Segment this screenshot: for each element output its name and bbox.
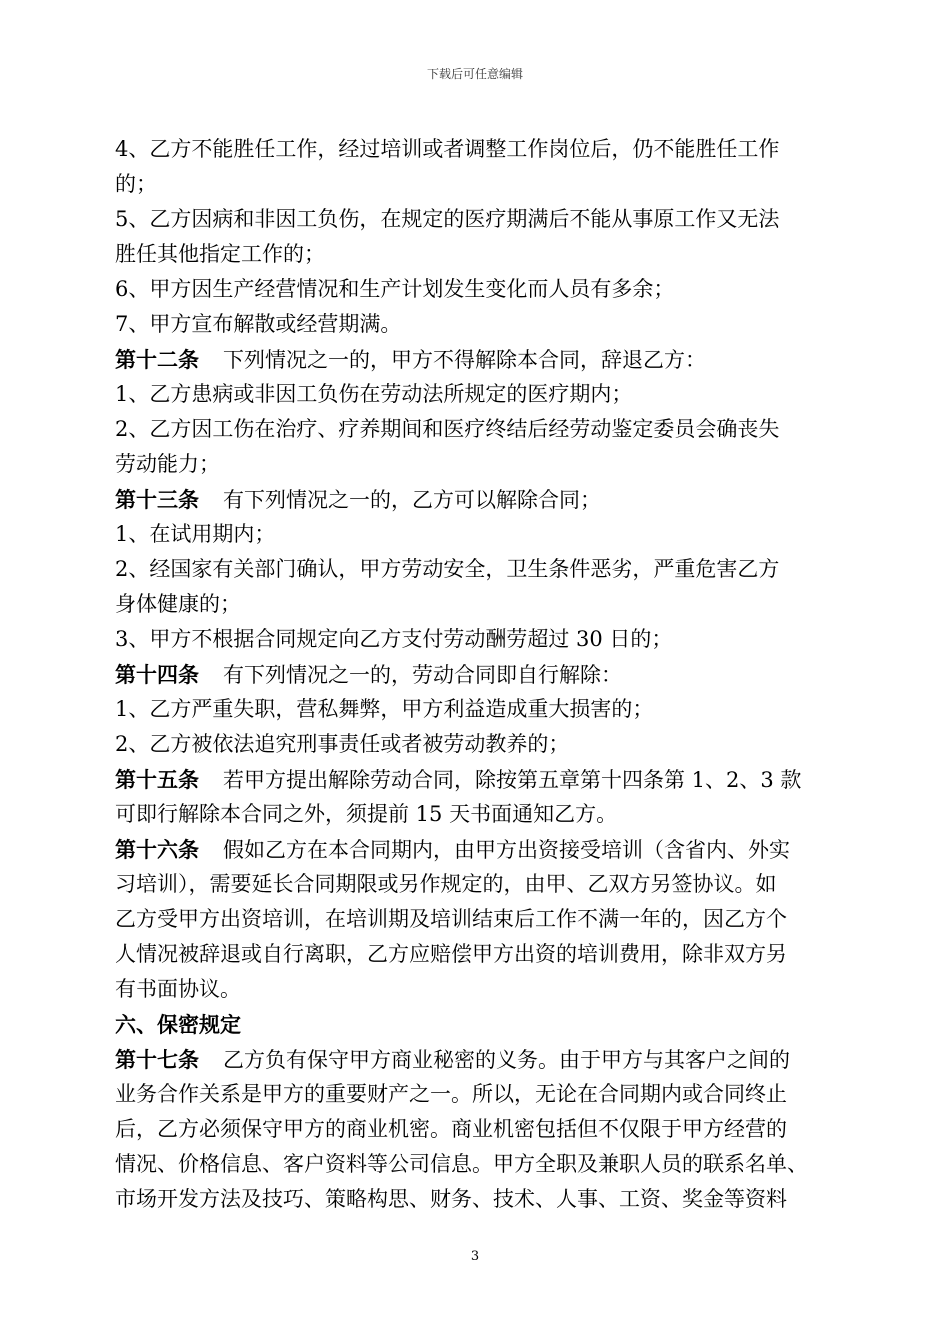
document-line	[115, 1007, 837, 1042]
line-text: 1、乙方患病或非因工负伤在劳动法所规定的医疗期内；	[115, 382, 633, 406]
line-text: 7、甲方宣布解散或经营期满。	[115, 312, 402, 336]
page-header: 下载后可任意编辑	[426, 67, 523, 81]
document-line	[115, 727, 837, 762]
line-text: 2、经国家有关部门确认，甲方劳动安全，卫生条件恶劣，严重危害乙方	[115, 557, 780, 581]
document-line	[115, 622, 837, 657]
article-heading: 第十六条	[115, 837, 199, 862]
line-text: 1、在试用期内；	[115, 522, 276, 546]
document-line	[115, 902, 837, 937]
line-text: 2、乙方因工伤在治疗、疗养期间和医疗终结后经劳动鉴定委员会确丧失	[115, 417, 780, 441]
document-line	[115, 1147, 837, 1182]
document-line	[115, 657, 837, 692]
document-line	[115, 552, 837, 587]
line-text: 业务合作关系是甲方的重要财产之一。所以，无论在合同期内或合同终止	[115, 1082, 787, 1106]
line-text: 6、甲方因生产经营情况和生产计划发生变化而人员有多余；	[115, 277, 675, 301]
document-line	[115, 307, 837, 342]
line-text: 有下列情况之一的，劳动合同即自行解除：	[223, 663, 622, 687]
document-line	[115, 132, 837, 167]
document-line	[115, 587, 837, 622]
document-line	[115, 797, 837, 832]
line-text: 劳动能力；	[115, 452, 220, 476]
line-text: 有下列情况之一的，乙方可以解除合同；	[223, 488, 601, 512]
line-text: 的；	[115, 172, 157, 196]
line-text: 3、甲方不根据合同规定向乙方支付劳动酬劳超过 30 日的；	[115, 627, 673, 651]
line-text: 情况、价格信息、客户资料等公司信息。甲方全职及兼职人员的联系名单、	[115, 1152, 808, 1176]
article-heading: 第十四条	[115, 662, 199, 687]
document-line	[115, 272, 837, 307]
article-heading: 第十七条	[115, 1047, 199, 1072]
document-line	[115, 1077, 837, 1112]
document-line	[115, 412, 837, 447]
document-line	[115, 832, 837, 867]
line-text: 后，乙方必须保守甲方的商业机密。商业机密包括但不仅限于甲方经营的	[115, 1117, 787, 1141]
document-line	[115, 692, 837, 727]
article-heading: 第十二条	[115, 347, 199, 372]
document-line	[115, 1112, 837, 1147]
line-text: 4、乙方不能胜任工作，经过培训或者调整工作岗位后，仍不能胜任工作	[115, 137, 780, 161]
line-text: 人情况被辞退或自行离职，乙方应赔偿甲方出资的培训费用，除非双方另	[115, 942, 787, 966]
line-text: 下列情况之一的，甲方不得解除本合同，辞退乙方：	[223, 348, 706, 372]
article-heading: 第十三条	[115, 487, 199, 512]
document-line	[115, 1182, 837, 1217]
line-text: 身体健康的；	[115, 592, 241, 616]
document-line	[115, 447, 837, 482]
document-body	[115, 132, 837, 1217]
line-text: 有书面协议。	[115, 977, 241, 1001]
document-line	[115, 342, 837, 377]
line-text: 5、乙方因病和非因工负伤，在规定的医疗期满后不能从事原工作又无法	[115, 207, 780, 231]
line-text: 1、乙方严重失职，营私舞弊，甲方利益造成重大损害的；	[115, 697, 654, 721]
document-line	[115, 972, 837, 1007]
document-line	[115, 517, 837, 552]
line-text: 习培训），需要延长合同期限或另作规定的，由甲、乙双方另签协议。如	[115, 872, 777, 896]
document-line	[115, 377, 837, 412]
article-heading: 六、保密规定	[115, 1012, 241, 1037]
line-text: 市场开发方法及技巧、策略构思、财务、技术、人事、工资、奖金等资料	[115, 1187, 787, 1211]
line-text: 假如乙方在本合同期内，由甲方出资接受培训（含省内、外实	[223, 838, 790, 862]
document-line	[115, 937, 837, 972]
document-line	[115, 237, 837, 272]
line-text: 乙方受甲方出资培训，在培训期及培训结束后工作不满一年的，因乙方个	[115, 907, 787, 931]
page-number: 3	[470, 1249, 480, 1264]
line-text: 若甲方提出解除劳动合同，除按第五章第十四条第 1、2、3 款	[223, 768, 802, 792]
document-line	[115, 1042, 837, 1077]
line-text: 乙方负有保守甲方商业秘密的义务。由于甲方与其客户之间的	[223, 1048, 790, 1072]
document-line	[115, 202, 837, 237]
document-line	[115, 762, 837, 797]
article-heading: 第十五条	[115, 767, 199, 792]
line-text: 胜任其他指定工作的；	[115, 242, 325, 266]
document-line	[115, 867, 837, 902]
line-text: 可即行解除本合同之外，须提前 15 天书面通知乙方。	[115, 802, 618, 826]
document-line	[115, 167, 837, 202]
line-text: 2、乙方被依法追究刑事责任或者被劳动教养的；	[115, 732, 570, 756]
document-line	[115, 482, 837, 517]
